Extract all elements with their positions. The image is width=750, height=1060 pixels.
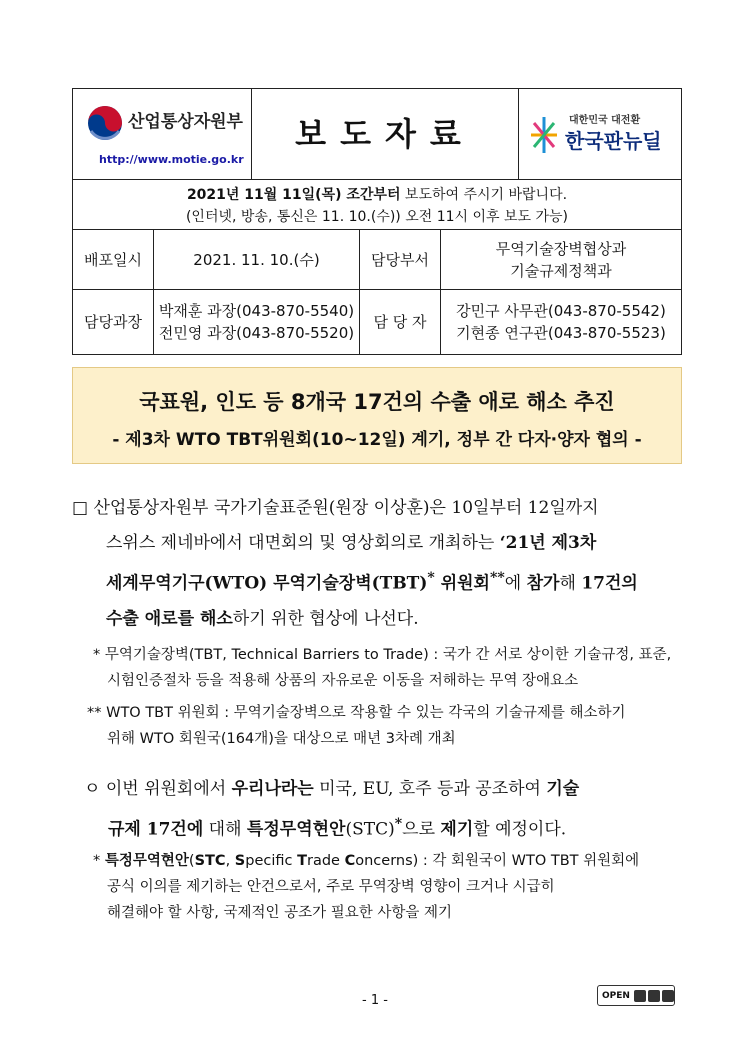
attribution-icon [634,990,646,1002]
text-span: rade [306,853,345,869]
text-span: (STC) [345,819,395,840]
brand-name: 한국판뉴딜 [565,129,662,153]
paragraph-1-line-2: 스위스 제네바에서 대면회의 및 영상회의로 개최하는 [106,533,500,553]
footnote-mark-3: * [394,816,403,832]
embargo-online-notice: (인터넷, 방송, 통신은 11. 10.(수)) 오전 11시 이후 보도 가능) [185,209,569,225]
footnote-2-line-1: ** WTO TBT 위원회 : 무역기술장벽으로 작용할 수 있는 각국의 기술규제를 해소하기 [87,705,626,721]
footnote-3-line-2: 공식 이의를 제기하는 안건으로서, 주로 무역장벽 영향이 크거나 시급히 [107,879,555,895]
paragraph-2 [84,772,694,848]
headline-box [72,367,682,464]
embargo-notice [73,184,681,228]
footnote-2-line-2: 위해 WTO 회원국(164개)을 대상으로 매년 3차례 개최 [107,731,456,747]
document-type-title: 보도자료 [295,115,475,153]
footnote-2 [87,700,687,752]
text-span: 하기 위한 협상에 나선다. [232,608,419,629]
text-span: ( [188,853,195,869]
footnote-1-line-1: * 무역기술장벽(TBT, Technical Barriers to Trade) : 국가 간 서로 상이한 기술규정, 표준, [93,647,672,663]
new-deal-logo-cell [519,89,681,179]
text-span: * [93,853,105,869]
text-span: oncerns) : 각 회원국이 WTO TBT 위원회에 [355,853,640,869]
staff-label: 담 당 자 [373,313,427,331]
text-span-bold: 기술 [546,779,580,799]
kogl-open-license-badge [597,985,675,1006]
footnote-3 [93,848,693,926]
text-span-bold: C [344,853,356,869]
text-span: pecific [245,853,298,869]
new-deal-star-icon [529,115,559,155]
export-issue-phrase: 수출 애로를 해소 [106,608,233,629]
meeting-name-part-3: 위원회 [434,573,490,594]
text-span: 할 예정이다. [473,819,567,840]
staff-contact-1: 강민구 사무관(043-870-5542) [456,302,666,320]
text-span: 해 [559,573,582,594]
paragraph-1-line-1: 산업통상자원부 국가기술표준원(원장 이상훈)은 10일부터 12일까지 [93,498,599,518]
text-span: 으로 [402,819,441,840]
text-span-bold: 특정무역현안 [246,819,346,840]
meeting-name-part-2: 세계무역기구(WTO) 무역기술장벽(TBT) [106,573,428,594]
text-span-bold: 우리나라는 [231,779,314,799]
department-2: 기술규제정책과 [510,261,612,280]
text-span: 대해 [203,819,247,840]
staff-contacts [441,290,681,354]
staff-contact-2: 기현종 연구관(043-870-5523) [456,324,666,342]
manager-contact-2: 전민영 과장(043-870-5520) [158,324,355,342]
commercial-use-icon [648,990,660,1002]
no-derivatives-icon [662,990,674,1002]
text-span-bold: STC [194,853,226,869]
footnote-mark-2: ** [489,570,505,586]
headline-title: 국표원, 인도 등 8개국 17건의 수출 애로 해소 추진 [139,390,615,414]
text-span: 이번 위원회에서 [105,779,232,799]
release-date-label: 배포일시 [84,250,142,269]
text-span: 미국, EU, 호주 등과 공조하여 [313,779,547,799]
manager-contacts [154,290,359,354]
taegeuk-logo-icon [85,103,125,143]
text-span-bold: S [234,853,246,869]
department-names [441,230,681,289]
release-date: 2021. 11. 10.(수) [193,250,320,269]
text-span-bold: 제기 [440,819,474,840]
department-label: 담당부서 [371,250,429,269]
ministry-url[interactable]: http://www.motie.go.kr [99,153,244,166]
embargo-date: 2021년 11월 11일(목) 조간부터 [186,187,401,203]
text-span: 에 [504,573,527,594]
department-1: 무역기술장벽협상과 [495,239,627,258]
press-release-header [72,88,682,355]
embargo-text: 보도하여 주시기 바랍니다. [400,187,568,203]
text-span-bold: 특정무역현안 [104,853,189,869]
footnote-mark-1: * [427,570,435,586]
text-span-bold: 참가 [526,573,560,594]
page-number: - 1 - [362,993,388,1008]
text-span-bold: T [297,853,307,869]
manager-label: 담당과장 [84,313,142,331]
brand-tagline: 대한민국 대전환 [569,115,641,126]
meeting-name-part-1: ‘21년 제3차 [499,533,597,553]
open-label: OPEN [602,990,630,1001]
square-bullet: □ [72,498,89,518]
headline-subtitle: - 제3차 WTO TBT위원회(10~12일) 계기, 정부 간 다자·양자 협의 - [112,430,642,450]
footnote-1 [93,642,693,694]
ministry-logo-cell [73,89,251,179]
license-icons [634,990,677,1002]
paragraph-1 [72,491,692,637]
text-span-bold: 규제 17건에 [108,819,204,840]
text-span-bold: 17건의 [581,573,638,594]
footnote-1-line-2: 시험인증절차 등을 적용해 상품의 자유로운 이동을 저해하는 무역 장애요소 [107,673,579,689]
ministry-name: 산업통상자원부 [128,112,243,132]
circle-bullet: ㅇ [84,779,101,799]
footnote-3-line-3: 해결해야 할 사항, 국제적인 공조가 필요한 사항을 제기 [107,905,453,921]
header-divider [73,179,681,180]
manager-contact-1: 박재훈 과장(043-870-5540) [158,302,355,320]
text-span: , [225,853,235,869]
